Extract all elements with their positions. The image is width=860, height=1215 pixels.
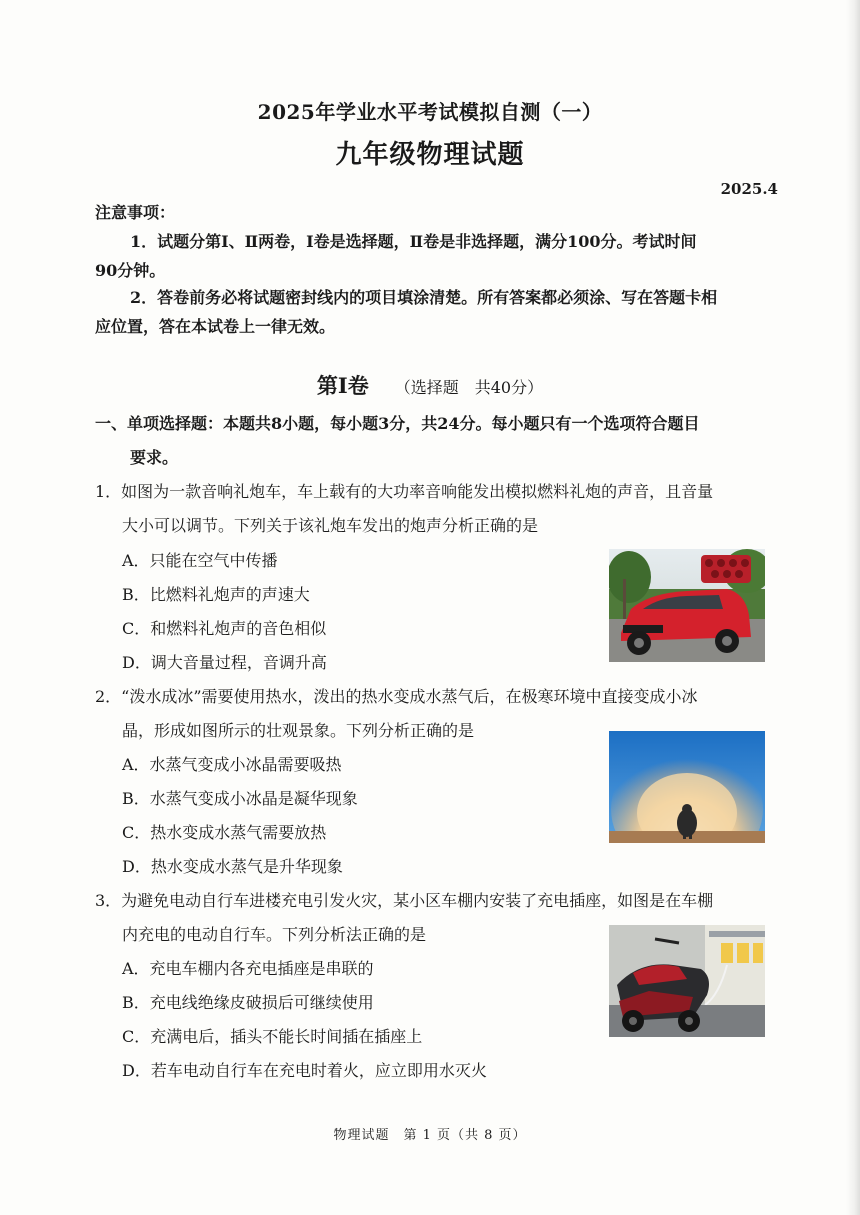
question-3-option-d: D．若车电动自行车在充电时着火，应立即用水灭火 (122, 1061, 487, 1080)
page-edge-shadow (846, 0, 860, 1215)
notice-item1-line2: 90分钟。 (95, 261, 166, 280)
notice-item2-line2: 应位置，答在本试卷上一律无效。 (95, 317, 336, 336)
notice-item1-line1: 1．试题分第Ⅰ、Ⅱ两卷，Ⅰ卷是选择题，Ⅱ卷是非选择题，满分100分。考试时间 (130, 232, 697, 251)
question-2-option-d: D．热水变成水蒸气是升华现象 (122, 857, 343, 876)
question-1-option-c: C．和燃料礼炮声的音色相似 (122, 619, 327, 638)
exam-title-line1: 2025年学业水平考试模拟自测（一） (257, 100, 603, 124)
notice-heading: 注意事项： (95, 203, 176, 222)
question-2-photo (609, 731, 765, 843)
question-3-option-b: B．充电线绝缘皮破损后可继续使用 (122, 993, 374, 1012)
question-2-option-b: B．水蒸气变成小冰晶是凝华现象 (122, 789, 358, 808)
section-title-sub: （选择题 共40分） (394, 378, 544, 397)
question-2-stem-line1: 2．“泼水成冰”需要使用热水，泼出的热水变成水蒸气后，在极寒环境中直接变成小冰 (95, 687, 698, 706)
question-1-option-d: D．调大音量过程，音调升高 (122, 653, 327, 672)
question-3-option-c: C．充满电后，插头不能长时间插在插座上 (122, 1027, 423, 1046)
question-1-stem-line1: 1．如图为一款音响礼炮车，车上载有的大功率音响能发出模拟燃料礼炮的声音，且音量 (95, 482, 714, 501)
question-1-option-a: A．只能在空气中传播 (122, 551, 278, 570)
question-1-stem-line2: 大小可以调节。下列关于该礼炮车发出的炮声分析正确的是 (122, 516, 539, 535)
notice-item2-line1: 2．答卷前务必将试题密封线内的项目填涂清楚。所有答案都必须涂、写在答题卡相 (130, 288, 718, 307)
question-3-photo (609, 925, 765, 1037)
section-title (0, 370, 860, 400)
question-3-option-a: A．充电车棚内各充电插座是串联的 (122, 959, 374, 978)
part-heading-line1: 一、单项选择题：本题共8小题，每小题3分，共24分。每小题只有一个选项符合题目 (95, 414, 700, 433)
question-3-stem-line1: 3．为避免电动自行车进楼充电引发火灾，某小区车棚内安装了充电插座，如图是在车棚 (95, 891, 714, 910)
question-1-photo (609, 549, 765, 662)
question-2-option-a: A．水蒸气变成小冰晶需要吸热 (122, 755, 342, 774)
section-title-main: 第Ⅰ卷 (316, 373, 369, 398)
question-2-stem-line2: 晶，形成如图所示的壮观景象。下列分析正确的是 (122, 721, 475, 740)
exam-date: 2025.4 (720, 180, 778, 198)
question-2-option-c: C．热水变成水蒸气需要放热 (122, 823, 327, 842)
part-heading-line2: 要求。 (130, 448, 179, 467)
question-1-option-b: B．比燃料礼炮声的声速大 (122, 585, 310, 604)
exam-title-line2: 九年级物理试题 (335, 140, 525, 170)
question-3-stem-line2: 内充电的电动自行车。下列分析法正确的是 (122, 925, 427, 944)
page-footer: 物理试题 第 1 页（共 8 页） (333, 1128, 527, 1143)
